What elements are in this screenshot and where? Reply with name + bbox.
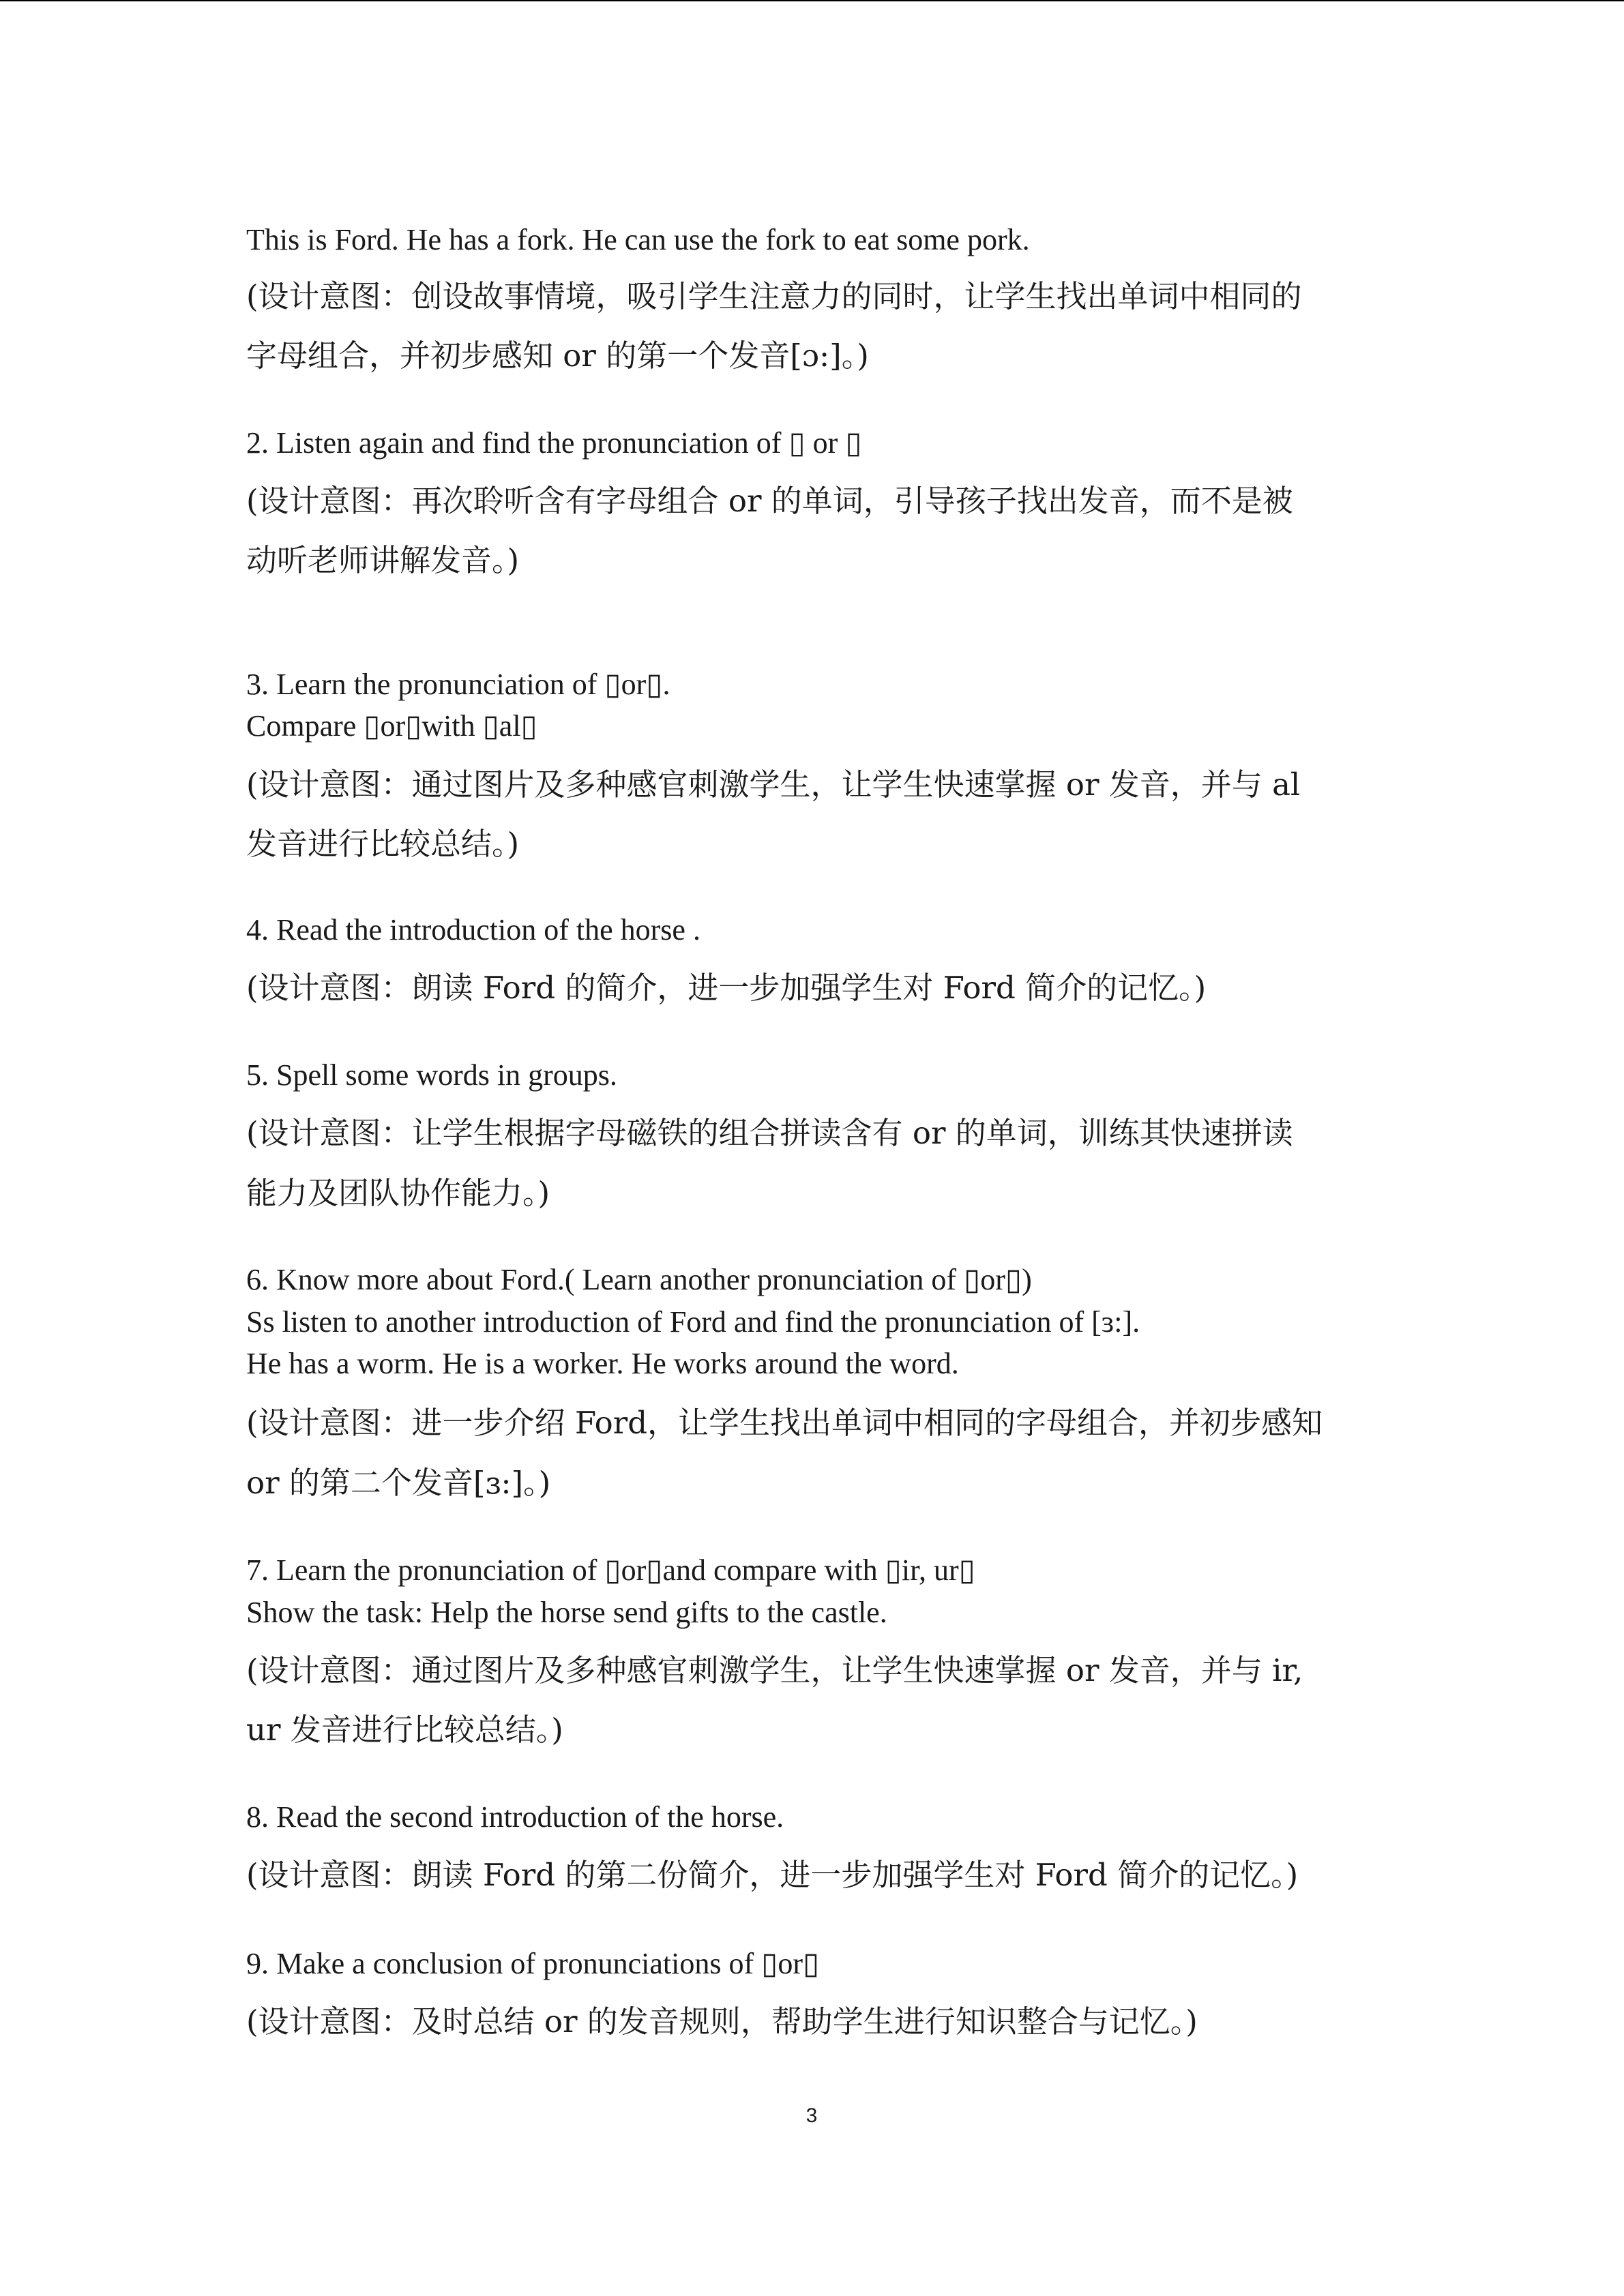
design-intent-4: (设计意图：朗读 Ford 的简介，进一步加强学生对 Ford 简介的记忆。) [246,970,1207,1006]
step-4-heading: 4. Read the introduction of the horse . [246,913,700,946]
design-intent-2b: 动听老师讲解发音。) [246,542,520,578]
design-intent-9: (设计意图：及时总结 or 的发音规则，帮助学生进行知识整合与记忆。) [246,2003,1198,2040]
step-3-compare: Compare ▯or▯with ▯al▯ [246,709,537,743]
design-intent-6a: (设计意图：进一步介绍 Ford，让学生找出单词中相同的字母组合，并初步感知 [246,1405,1323,1441]
step-5-heading: 5. Spell some words in groups. [246,1058,617,1092]
step-9-heading: 9. Make a conclusion of pronunciations of ▯or▯ [246,1947,820,1980]
step-8-heading: 8. Read the second introduction of the horse. [246,1800,784,1834]
design-intent-7a: (设计意图：通过图片及多种感官刺激学生，让学生快速掌握 or 发音，并与 ir, [246,1652,1303,1688]
step-6-story: He has a worm. He is a worker. He works around the word. [246,1347,959,1380]
design-intent-6b: or 的第二个发音[ɜ:]。) [246,1465,551,1501]
design-intent-1a: (设计意图：创设故事情境，吸引学生注意力的同时，让学生找出单词中相同的 [246,278,1302,314]
step-7-task: Show the task: Help the horse send gifts to the castle. [246,1596,887,1629]
design-intent-5b: 能力及团队协作能力。) [246,1175,550,1211]
story-line-1: This is Ford. He has a fork. He can use the fork to eat some pork. [246,223,1030,256]
design-intent-5a: (设计意图：让学生根据字母磁铁的组合拼读含有 or 的单词，训练其快速拼读 [246,1115,1293,1151]
design-intent-8: (设计意图：朗读 Ford 的第二份简介，进一步加强学生对 Ford 简介的记忆。) [246,1857,1299,1893]
design-intent-3b: 发音进行比较总结。) [246,826,520,862]
design-intent-1b: 字母组合，并初步感知 or 的第一个发音[ɔ:]。) [246,338,869,374]
step-7-heading: 7. Learn the pronunciation of ▯or▯and compare with ▯ir, ur▯ [246,1553,975,1587]
design-intent-3a: (设计意图：通过图片及多种感官刺激学生，让学生快速掌握 or 发音，并与 al [246,766,1301,803]
design-intent-7b: ur 发音进行比较总结。) [246,1712,563,1748]
step-6-heading: 6. Know more about Ford.( Learn another pronunciation of ▯or▯) [246,1263,1032,1296]
step-6-listen: Ss listen to another introduction of Ford and find the pronunciation of [ɜ:]. [246,1305,1140,1339]
step-3-heading: 3. Learn the pronunciation of ▯or▯. [246,668,670,701]
page-number: 3 [806,2104,818,2127]
step-2-heading: 2. Listen again and find the pronunciation of ▯ or ▯ [246,426,862,460]
design-intent-2a: (设计意图：再次聆听含有字母组合 or 的单词，引导孩子找出发音，而不是被 [246,483,1293,519]
